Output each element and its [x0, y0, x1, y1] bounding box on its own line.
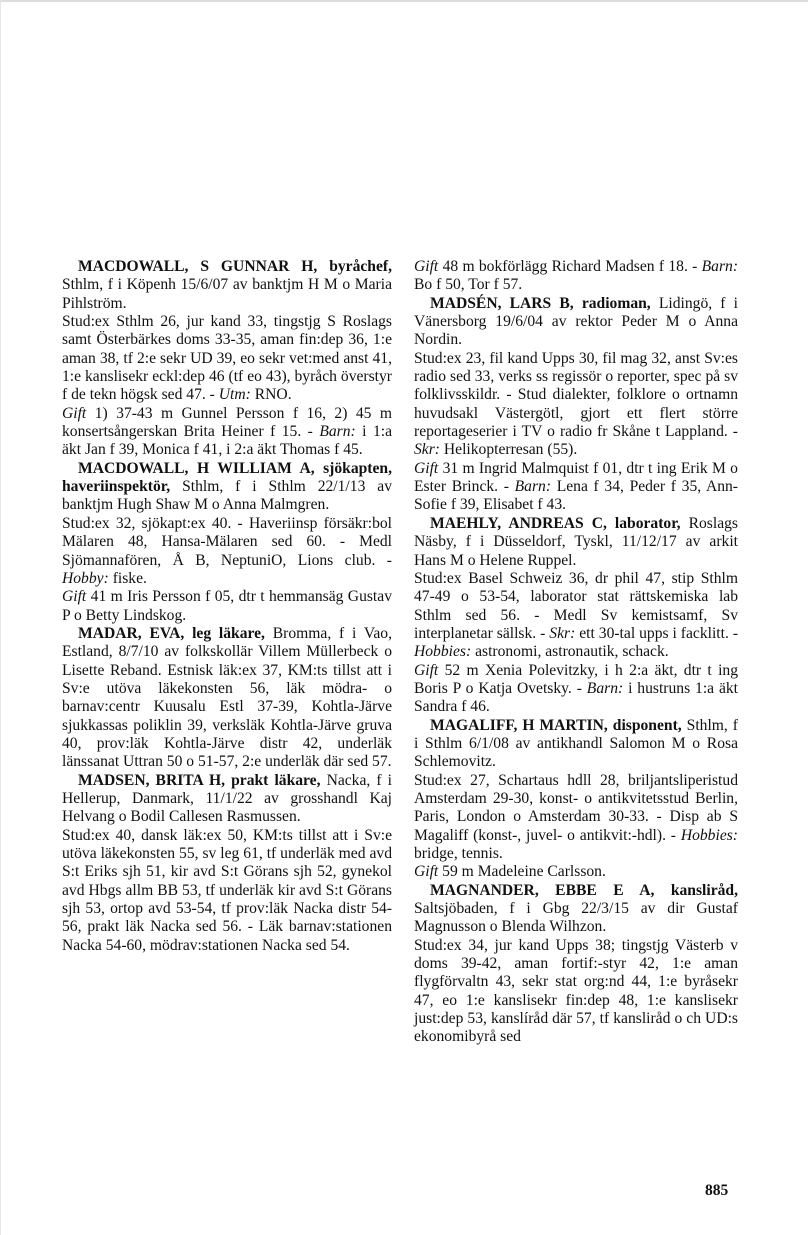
entry-stud: Stud:ex Sthlm 26, jur kand 33, tingstjg S Roslags samt Österbärkes doms 33-35, aman fin:dep 36, 1:e aman 38, tf 2:e sekr UD 39, eo sekr vet:med anst 41, 1:e kanslisekr eckl:dep 46 (tf eo 43), byråch överstyr f de tekn högsk sed 47. -	[62, 313, 392, 404]
entry-title: kansliråd,	[670, 881, 738, 899]
entry-title: sjökapten, haveriinspektör,	[62, 459, 392, 496]
entry-gift: 41 m Iris Persson f 05, dtr t hemmansäg Gustav P o Betty Lindskog.	[62, 588, 392, 624]
page-edge-top	[0, 0, 808, 2]
entry-barn-label: Barn:	[586, 679, 624, 697]
entry-gift: 59 m Madeleine Carlsson.	[442, 863, 606, 881]
entry-intro: Roslags Näsby, f i Düsseldorf, Tyskl, 11/12/17 av arkit Hans M o Helene Ruppel.	[414, 514, 738, 569]
page-number: 885	[705, 1182, 729, 1199]
entry-madar-eva	[62, 625, 392, 772]
entry-title: byråchef,	[329, 258, 392, 275]
entry-extra-label: Hobbies:	[680, 826, 738, 844]
entry-extra2-label: Hobbies:	[414, 643, 472, 661]
entry-extra-text: fiske.	[112, 569, 147, 587]
entry-intro: Lidingö, f i Vänersborg 19/6/04 av rektor Peder M o Anna Nordin.	[414, 294, 738, 349]
entry-barn: i 1:a äkt Jan f 39, Monica f 41, i 2:a äkt Thomas f 45.	[62, 423, 392, 459]
entry-name: MAGNANDER, EBBE E A,	[430, 881, 655, 899]
entry-maehly-andreas	[414, 515, 738, 717]
entry-extra-label: Hobby:	[62, 569, 109, 587]
entry-madsen-lars	[414, 295, 738, 515]
entry-magnander-ebbe	[414, 882, 738, 1047]
entry-madsen-brita-cont	[414, 258, 738, 295]
entry-gift: 52 m Xenia Polevitzky, i h 2:a äkt, dtr t ing Boris P o Katja Ovetsky. -	[414, 661, 738, 697]
entry-extra-text: bridge, tennis.	[414, 845, 503, 862]
entry-gift: 48 m bokförlägg Richard Madsen f 18. -	[442, 258, 698, 275]
entry-extra-label: Utm:	[218, 386, 251, 404]
entry-intro: Nacka, f i Hellerup, Danmark, 11/1/22 av grosshandl Kaj Helvang o Bodil Callesen Rasmussen.	[62, 771, 392, 826]
entry-extra-label: Skr:	[549, 624, 576, 642]
entry-barn: i hustruns 1:a äkt Sandra f 46.	[414, 679, 739, 716]
entry-name: MADAR, EVA,	[78, 624, 185, 642]
entry-macdowall-william	[62, 460, 392, 625]
entry-stud: Stud:ex 40, dansk läk:ex 50, KM:ts tillst att i Sv:e utöva läkekonsten 55, sv leg 61, tf underläk med avd S:t Eriks sjh 51, kir avd S:t Görans sjh 52, gynekol avd Hbgs allm BB 53, tf underläk kir avd S:t Görans sjh 53, ortop avd 53-54, tf prov:läk Nacka distr 54-56, prakt läk Nacka sed 56. - Läk barnav:stationen Nacka 54-60, mödrav:stationen Nacka sed 54.	[62, 826, 392, 954]
entry-extra-text: ett 30-tal upps i facklitt. -	[579, 624, 739, 642]
entry-barn-label: Barn:	[319, 423, 356, 441]
entry-stud: Stud:ex 34, jur kand Upps 38; tingstjg Västerb v doms 39-42, aman fortif:-styr 42, 1:e aman flygförvaltn 43, sekr stat org:nd 44, 1:e byråsekr 47, eo 1:e kanslisekr fin:dep 48, 1:e kanslisekr just:dep 53, kanslíråd där 57, tf kansliråd o ch UD:s ekonomibyrå sed	[414, 936, 738, 1046]
entry-gift: 31 m Ingrid Malmquist f 01, dtr t ing Erik M o Ester Brinck. -	[414, 459, 738, 496]
entry-stud: Stud:ex 27, Schartaus hdll 28, briljantsliperistud Amsterdam 29-30, konst- o antikvitetsstud Berlin, Paris, London o Amsterdam 30-33. - Disp ab S Magaliff (konst-, juvel- o antikvit:-hdl). -	[414, 771, 738, 844]
entry-title: leg läkare,	[192, 624, 265, 642]
entry-barn-label: Barn:	[701, 258, 739, 275]
right-column	[414, 258, 738, 1047]
entry-gift-label: Gift	[414, 459, 439, 477]
entry-gift-label: Gift	[414, 258, 439, 275]
entry-intro: Sthlm, f i Köpenh 15/6/07 av banktjm H M o Maria Pihlström.	[62, 276, 392, 312]
entry-name: MADSÉN, LARS B,	[430, 294, 574, 312]
page-edge-left	[0, 0, 1, 1235]
entry-madsen-brita	[62, 772, 392, 955]
entry-barn-label: Barn:	[514, 478, 552, 496]
entry-extra-text: RNO.	[254, 386, 292, 404]
entry-gift: 1) 37-43 m Gunnel Persson f 16, 2) 45 m konsertsångerskan Brita Heiner f 15. -	[62, 404, 393, 441]
entry-stud: Stud:ex 23, fil kand Upps 30, fil mag 32, anst Sv:es radio sed 33, verks ss regissör o reporter, spec på sv folklivsskildr. - Stud dialekter, folklore o ortnamn huvudsakl Västergötl, gjort ett flert större reportageserier i TV o radio fr Skåne t Lappland. -	[414, 349, 738, 441]
entry-stud: Stud:ex 32, sjökapt:ex 40. - Haveriinsp försäkr:bol Mälaren 48, Hansa-Mälaren sed 60. - Medl Sjömannafören, Å B, NeptuniO, Lions club. -	[62, 514, 392, 569]
entry-stud: Estnisk läk:ex 37, KM:ts tillst att i Sv:e utöva läkekonsten 56, läk mödra- o barnav:centr Kuusalu Estl 37-39, Kohtla-Järve sjukkassas poliklin 39, verksläk Kohtla-Järve gruva 40, prov:läk Kohtla-Järve distr 42, underläk länssanat Uttran 50 o 51-57, 2:e underläk där sed 57.	[62, 661, 392, 771]
entry-barn: Lena f 34, Peder f 35, Ann-Sofie f 39, Elisabet f 43.	[414, 478, 738, 514]
entry-title: radioman,	[581, 294, 651, 312]
entry-barn: Bo f 50, Tor f 57.	[414, 276, 523, 294]
entry-intro: Sthlm, f i Sthlm 6/1/08 av antikhandl Salomon M o Rosa Schlemovitz.	[414, 716, 738, 771]
entry-macdowall-gunnar	[62, 258, 392, 460]
entry-name: MAGALIFF, H MARTIN,	[430, 716, 608, 734]
left-column	[62, 258, 392, 955]
entry-title: prakt läkare,	[231, 771, 321, 789]
entry-title: laborator,	[614, 514, 681, 532]
entry-title: disponent,	[612, 716, 682, 734]
entry-name: MACDOWALL, S GUNNAR H,	[78, 258, 318, 275]
entry-name: MAEHLY, ANDREAS C,	[430, 514, 607, 532]
entry-extra-label: Skr:	[414, 441, 440, 459]
entry-gift-label: Gift	[62, 588, 87, 606]
entry-magaliff-martin	[414, 717, 738, 882]
entry-gift-label: Gift	[62, 404, 87, 422]
entry-stud: Stud:ex Basel Schweiz 36, dr phil 47, stip Sthlm 47-49 o 53-54, laborator stat rättskemiska lab Sthlm sed 56. - Medl Sv kemistsamf, Sv interplanetar sällsk. -	[414, 569, 738, 642]
entry-name: MACDOWALL, H WILLIAM A,	[78, 459, 315, 477]
entry-intro: Saltsjöbaden, f i Gbg 22/3/15 av dir Gustaf Magnusson o Blenda Wilhzon.	[414, 900, 738, 936]
entry-intro: Sthlm, f i Sthlm 22/1/13 av banktjm Hugh Shaw M o Anna Malmgren.	[62, 478, 392, 514]
entry-gift-label: Gift	[414, 661, 439, 679]
entry-extra2-text: astronomi, astronautik, schack.	[475, 643, 669, 661]
entry-name: MADSEN, BRITA H,	[78, 771, 226, 789]
entry-gift-label: Gift	[414, 863, 439, 881]
entry-extra-text: Helikopterresan (55).	[443, 441, 578, 459]
entry-intro: Bromma, f i Vao, Estland, 8/7/10 av folkskollär Villem Müllerbeck o Lisette Reband.	[62, 624, 392, 679]
